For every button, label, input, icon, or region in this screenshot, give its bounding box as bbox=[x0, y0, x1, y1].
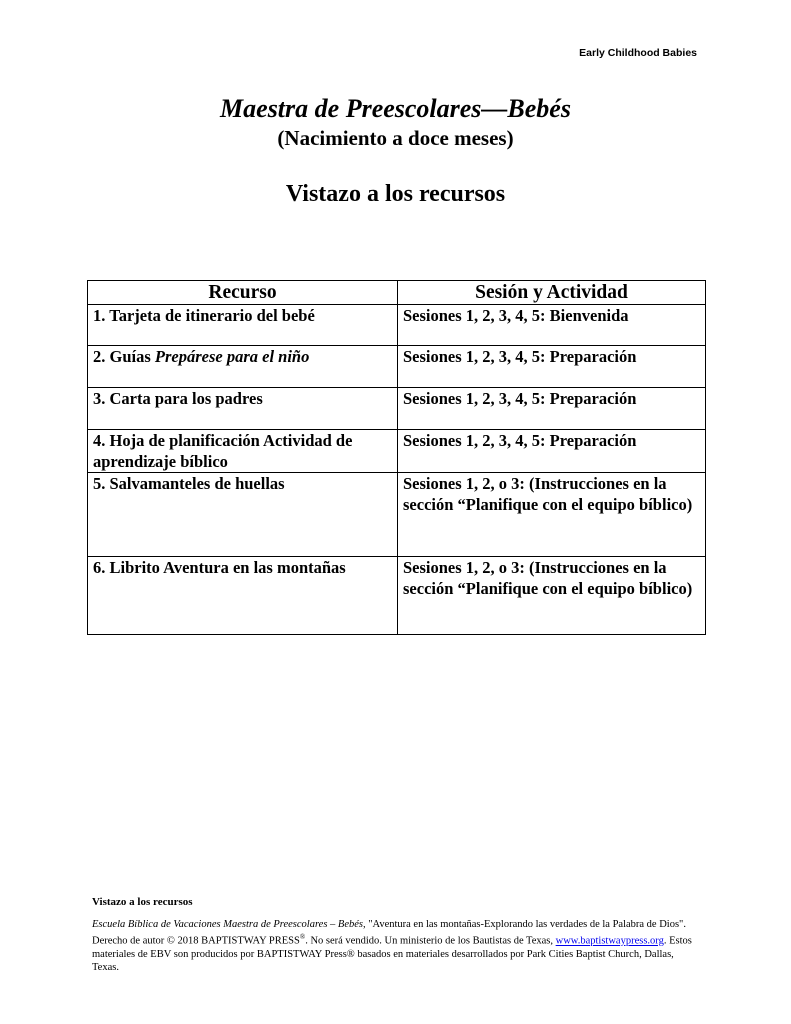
resource-text: 3. Carta para los padres bbox=[93, 389, 263, 408]
header-label: Early Childhood Babies bbox=[579, 47, 697, 59]
table-row bbox=[88, 346, 706, 388]
column-header-session: Sesión y Actividad bbox=[398, 281, 706, 305]
page-title: Maestra de Preescolares—Bebés bbox=[220, 94, 571, 123]
resource-text: 6. Librito Aventura en las montañas bbox=[93, 558, 346, 577]
table-row bbox=[88, 430, 706, 473]
table-header-row bbox=[88, 281, 706, 305]
footer-link[interactable]: www.baptistwaypress.org bbox=[555, 935, 664, 947]
title-block bbox=[0, 93, 791, 151]
column-header-resource: Recurso bbox=[88, 281, 398, 305]
resource-cell bbox=[88, 388, 398, 430]
footer-title: Vistazo a los recursos bbox=[92, 896, 193, 908]
session-cell: Sesiones 1, 2, 3, 4, 5: Preparación bbox=[398, 388, 706, 430]
resource-cell bbox=[88, 305, 398, 346]
resource-text: 5. Salvamanteles de huellas bbox=[93, 474, 285, 493]
resource-text: 2. Guías bbox=[93, 347, 155, 366]
footer-text-3: . Estos materiales de EBV son producidos por BAPTISTWAY Press® basados en materiales desarrollados por Park Cities Baptist Church, Dallas, Texas. bbox=[92, 935, 692, 973]
table-row bbox=[88, 557, 706, 635]
resource-cell bbox=[88, 473, 398, 557]
resource-cell bbox=[88, 557, 398, 635]
footer-text-1: "Aventura en las montañas-Explorando las verdades de la Palabra de Dios". Derecho de autor © 2018 BAPTISTWAY PRESS bbox=[92, 919, 686, 947]
registered-mark: ® bbox=[299, 933, 306, 941]
table-row bbox=[88, 473, 706, 557]
resource-cell bbox=[88, 346, 398, 388]
footer-copyright bbox=[92, 918, 697, 974]
table-row bbox=[88, 305, 706, 346]
session-cell: Sesiones 1, 2, 3, 4, 5: Preparación bbox=[398, 430, 706, 473]
session-cell: Sesiones 1, 2, o 3: (Instrucciones en la sección “Planifique con el equipo bíblico) bbox=[398, 473, 706, 557]
section-title: Vistazo a los recursos bbox=[285, 181, 506, 207]
session-cell: Sesiones 1, 2, 3, 4, 5: Preparación bbox=[398, 346, 706, 388]
resource-italic-text: Prepárese para el niño bbox=[154, 347, 310, 366]
resource-text: 1. Tarjeta de itinerario del bebé bbox=[93, 306, 315, 325]
resource-cell bbox=[88, 430, 398, 473]
footer bbox=[92, 896, 697, 974]
session-cell: Sesiones 1, 2, o 3: (Instrucciones en la sección “Planifique con el equipo bíblico) bbox=[398, 557, 706, 635]
page-subtitle: (Nacimiento a doce meses) bbox=[277, 126, 514, 150]
table-row bbox=[88, 388, 706, 430]
footer-italic-lead: Escuela Bíblica de Vacaciones Maestra de Preescolares – Bebés, bbox=[92, 919, 366, 930]
resources-table bbox=[87, 280, 706, 635]
footer-text-2: . No será vendido. Un ministerio de los Bautistas de Texas, bbox=[305, 935, 556, 947]
session-cell: Sesiones 1, 2, 3, 4, 5: Bienvenida bbox=[398, 305, 706, 346]
resource-text: 4. Hoja de planificación Actividad de aprendizaje bíblico bbox=[93, 431, 353, 471]
